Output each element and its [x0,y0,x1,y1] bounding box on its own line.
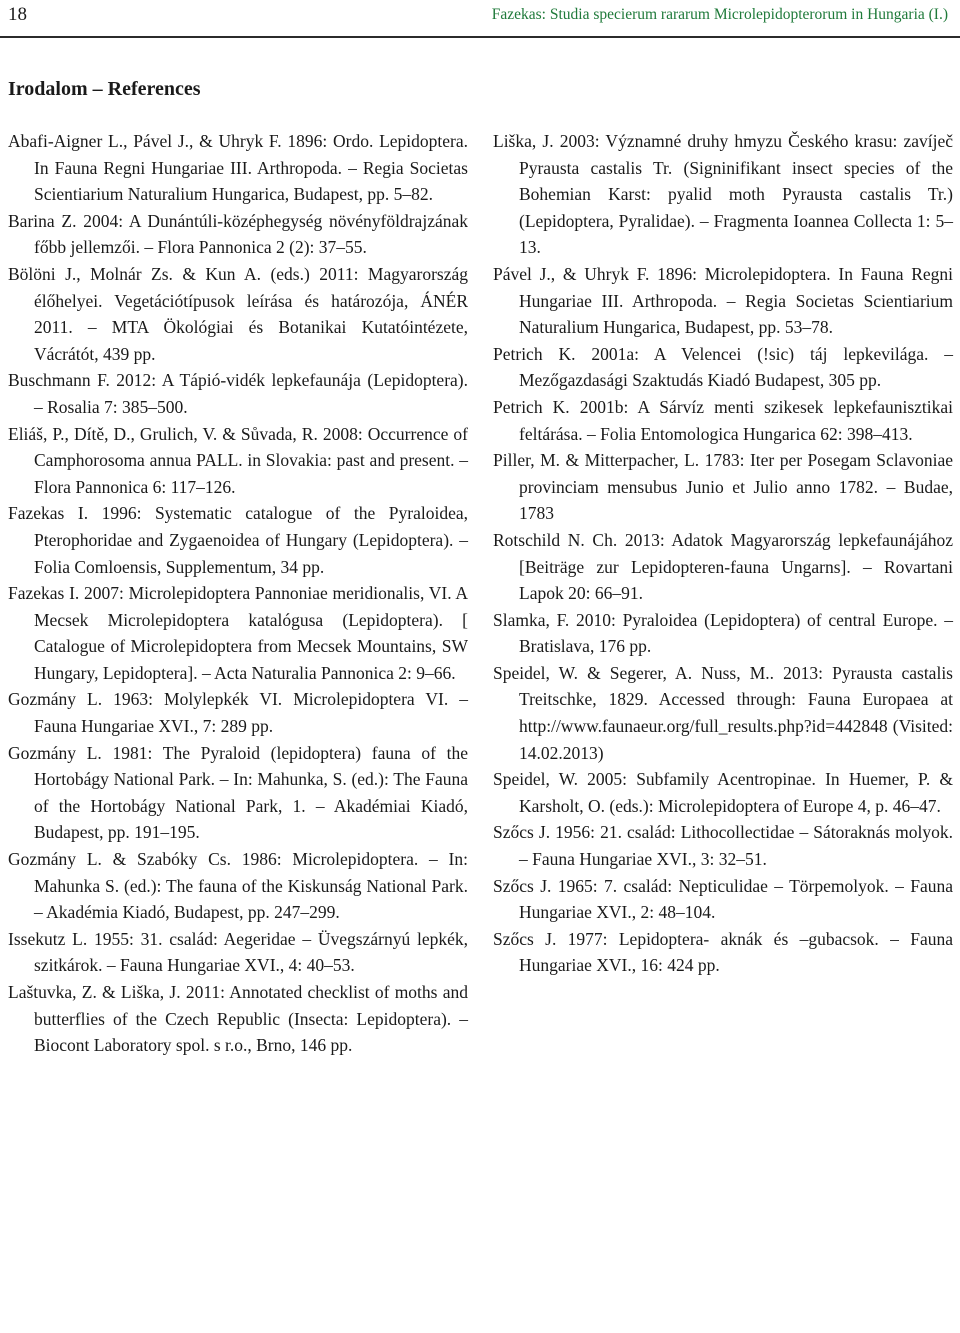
page-header [0,0,960,36]
reference-entry: Szőcs J. 1977: Lepidoptera- aknák és –gubacsok. – Fauna Hungariae XVI., 16: 424 pp. [493,928,953,976]
header-rule [0,36,960,38]
reference-entry: Issekutz L. 1955: 31. család: Aegeridae – Üvegszárnyú lepkék, szitkárok. – Fauna Hungariae XVI., 4: 40–53. [8,928,468,976]
reference-entry: Liška, J. 2003: Významné druhy hmyzu Českého krasu: zavíječ Pyrausta castalis Tr. (Signinifikant insect species of the Bohemian Karst: pyalid moth Pyrausta castalis Tr.) (Lepidoptera, Pyralidae). – Fragmenta Ioannea Collecta 1: 5–13. [493,131,953,258]
reference-entry: Szőcs J. 1956: 21. család: Lithocollectidae – Sátoraknás molyok. – Fauna Hungariae XVI., 3: 32–51. [493,822,953,870]
running-title: Fazekas: Studia specierum rararum Microlepidopterorum in Hungaria (I.) [491,6,948,23]
section-title: Irodalom – References [8,78,201,100]
reference-entry: Fazekas I. 2007: Microlepidoptera Pannoniae meridionalis, VI. A Mecsek Microlepidoptera katalógusa (Lepidoptera). [ Catalogue of Microlepidoptera from Mecsek Mountains, SW Hungary, Lepidoptera]. – Acta Naturalia Pannonica 2: 9–66. [8,583,468,683]
reference-entry: Gozmány L. & Szabóky Cs. 1986: Microlepidoptera. – In: Mahunka S. (ed.): The fauna of the Kiskunság National Park. – Akadémia Kiadó, Budapest, pp. 247–299. [8,849,468,923]
references-right-column [493,128,953,979]
reference-entry: Speidel, W. & Segerer, A. Nuss, M.. 2013: Pyrausta castalis Treitschke, 1829. Accessed through: Fauna Europaea at http://www.faunaeur.org/full_results.php?id=442848 (Visited: 14.02.2013) [493,662,953,763]
reference-entry: Slamka, F. 2010: Pyraloidea (Lepidoptera) of central Europe. – Bratislava, 176 pp. [493,609,953,657]
reference-entry: Gozmány L. 1963: Molylepkék VI. Microlepidoptera VI. – Fauna Hungariae XVI., 7: 289 pp. [8,689,468,737]
reference-entry: Petrich K. 2001b: A Sárvíz menti szikesek lepkefaunisztikai feltárása. – Folia Entomologica Hungarica 62: 398–413. [493,396,953,444]
reference-entry: Eliáš, P., Dítě, D., Grulich, V. & Sůvada, R. 2008: Occurrence of Camphorosoma annua PALL. in Slovakia: past and present. – Flora Pannonica 6: 117–126. [8,423,468,497]
reference-entry: Bölöni J., Molnár Zs. & Kun A. (eds.) 2011: Magyarország élőhelyei. Vegetációtípusok leírása és határozója, ÁNÉR 2011. – MTA Ökológiai és Botanikai Kutatóintézete, Vácrátót, 439 pp. [8,263,468,364]
references-left-column [8,128,468,1059]
page-number: 18 [8,4,27,25]
reference-entry: Piller, M. & Mitterpacher, L. 1783: Iter per Posegam Sclavoniae provinciam mensubus Junio et Julio anno 1782. – Budae, 1783 [493,450,953,524]
reference-entry: Pável J., & Uhryk F. 1896: Microlepidoptera. In Fauna Regni Hungariae III. Arthropoda. – Regia Societas Scientiarium Naturalium Hungarica, Budapest, pp. 53–78. [493,263,953,338]
reference-entry: Laštuvka, Z. & Liška, J. 2011: Annotated checklist of moths and butterflies of the Czech Republic (Insecta: Lepidoptera). – Biocont Laboratory spol. s r.o., Brno, 146 pp. [8,982,468,1056]
reference-entry: Rotschild N. Ch. 2013: Adatok Magyarország lepkefaunájához [Beiträge zur Lepidopteren-fauna Ungarns]. – Rovartani Lapok 20: 66–91. [493,529,953,604]
reference-entry: Gozmány L. 1981: The Pyraloid (lepidoptera) fauna of the Hortobágy National Park. – In: Mahunka, S. (ed.): The Fauna of the Hortobágy National Park, 1. – Akadémiai Kiadó, Budapest, pp. 191–195. [8,742,468,843]
reference-entry: Petrich K. 2001a: A Velencei (!sic) táj lepkevilága. – Mezőgazdasági Szaktudás Kiadó Budapest, 305 pp. [493,343,953,391]
reference-entry: Buschmann F. 2012: A Tápió-vidék lepkefaunája (Lepidoptera). – Rosalia 7: 385–500. [8,370,468,417]
reference-entry: Szőcs J. 1965: 7. család: Nepticulidae – Törpemolyok. – Fauna Hungariae XVI., 2: 48–104. [493,875,953,923]
reference-entry: Speidel, W. 2005: Subfamily Acentropinae. In Huemer, P. & Karsholt, O. (eds.): Microlepidoptera of Europe 4, p. 46–47. [493,769,953,816]
reference-entry: Abafi-Aigner L., Pável J., & Uhryk F. 1896: Ordo. Lepidoptera. In Fauna Regni Hungariae III. Arthropoda. – Regia Societas Scientiarium Naturalium Hungarica, Budapest, pp. 5–82. [8,131,468,205]
reference-entry: Barina Z. 2004: A Dunántúli-középhegység növényföldrajzának főbb jellemzői. – Flora Pannonica 2 (2): 37–55. [8,210,468,258]
reference-entry: Fazekas I. 1996: Systematic catalogue of the Pyraloidea, Pterophoridae and Zygaenoidea of Hungary (Lepidoptera). – Folia Comloensis, Supplementum, 34 pp. [8,503,468,577]
